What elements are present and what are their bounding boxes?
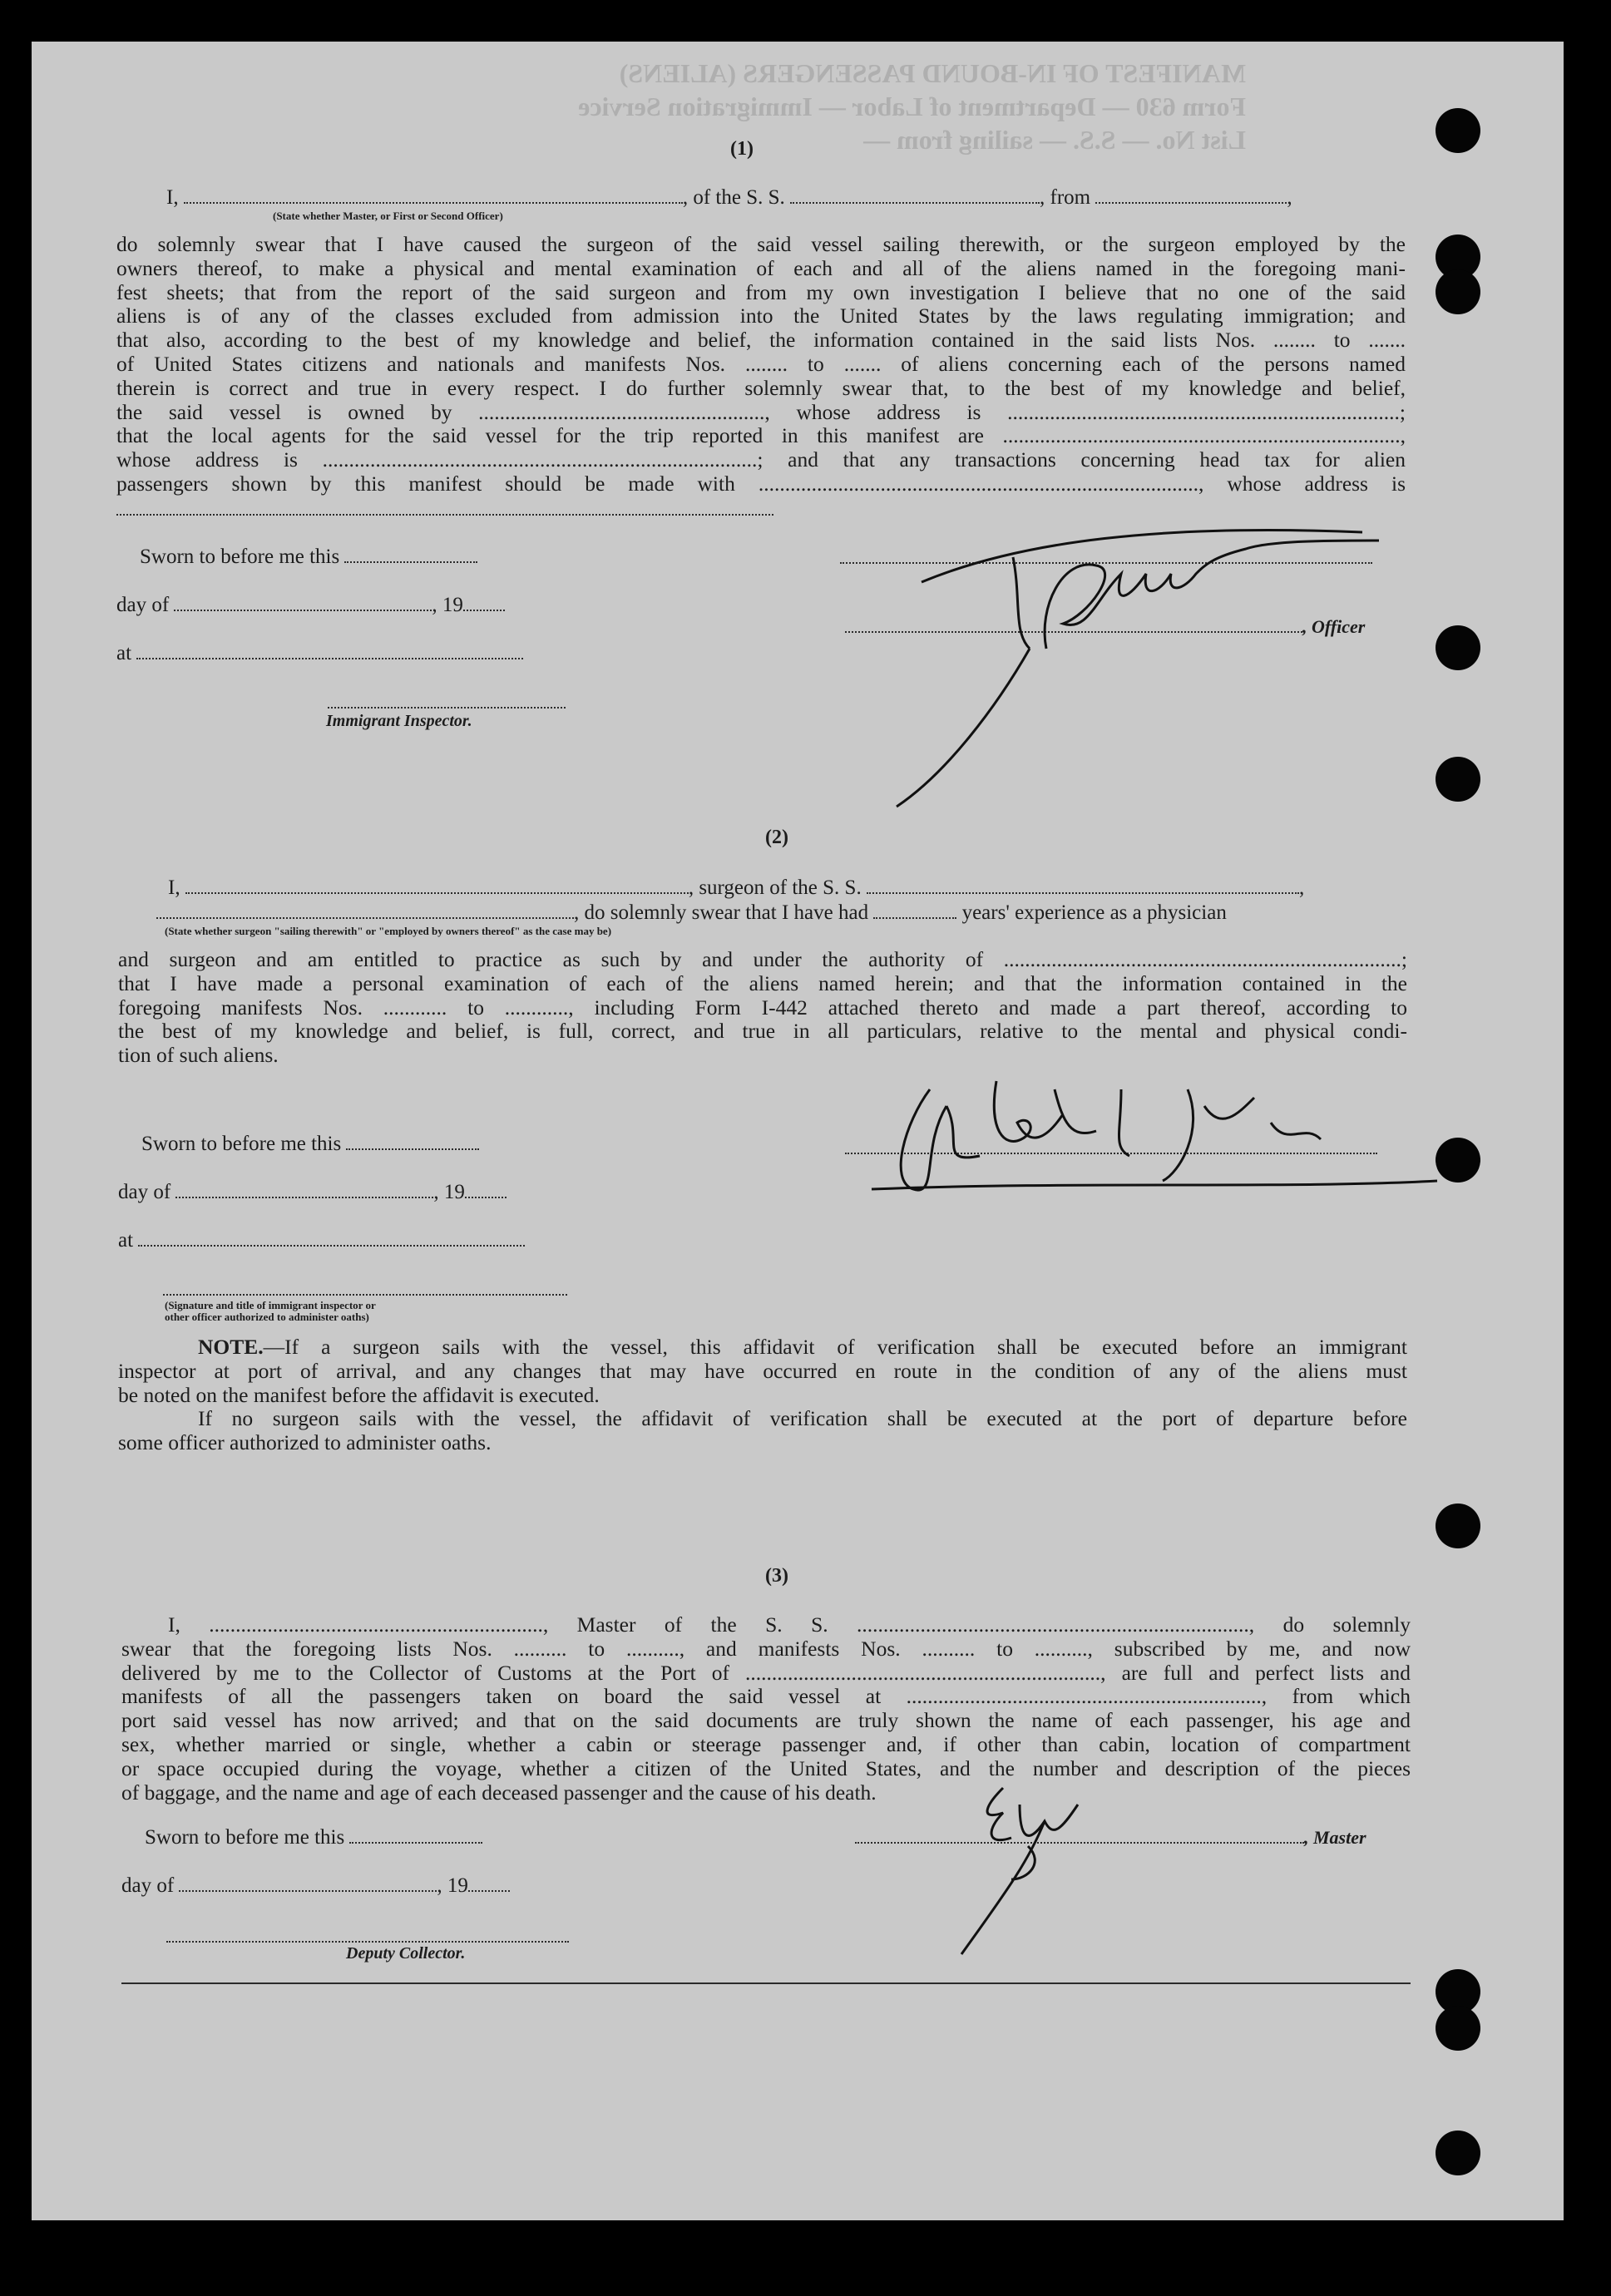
address-blank-line	[116, 514, 773, 516]
section2-role-hint: (State whether surgeon "sailing therewith" or "employed by owners thereof" as the case may be)	[165, 925, 612, 937]
section1-oath-text: do solemnly swear that I have caused the surgeon of the said vessel sailing therewith, or the surgeon employed by the owners thereof, to make a physical and mental examination of each and all of the aliens named in the foregoing mani- fest sheets; that from the report of the said surgeon and from my own investigation I believe that no one of the said aliens is of any of the classes excluded from admission into the United States by the laws regulating immigration; and that also, according to the best of my knowledge and belief, the information contained in the said lists Nos. ........ to ....... of United States citizens and nationals and manifests Nos. ........ to ....... of aliens concerning each of the persons named therein is correct and true in every respect. I do further solemnly swear that, to the best of my knowledge and belief, the said vessel is owned by ......................................................, whose address is ..........................................................................; that the local agents for the said vessel for the trip reported in this manifest are ..........................................................................., whose address is ..................................................................................; and that any transactions concerning head tax for alien passengers shown by this manifest should be made with ..................................................................................., whose address is	[116, 232, 1406, 496]
officer-line: , Officer	[845, 615, 1365, 639]
section3-day-line: day of , 19	[121, 1874, 510, 1898]
punch-hole	[1436, 269, 1480, 314]
section2-second-line: , do solemnly swear that I have had years' experience as a physician	[156, 901, 1227, 925]
punch-hole	[1436, 108, 1480, 153]
section2-signature-hint-2: other officer authorized to administer oaths)	[165, 1311, 369, 1323]
punch-hole	[1436, 1138, 1480, 1183]
section2-oath-text: and surgeon and am entitled to practice as such by and under the authority of ...........................................................................; that I have made a personal examination of each of the aliens named herein; and that the information contained in the foregoing manifests Nos. ............ to ............, including Form I-442 attached thereto and made a part thereof, according to the best of my knowledge and belief, is full, correct, and true in all particulars, relative to the mental and physical condi- tion of such aliens.	[118, 947, 1407, 1068]
section1-at-line: at	[116, 642, 523, 665]
section2-opening-line: I, , surgeon of the S. S. ,	[168, 876, 1305, 899]
punch-hole	[1436, 2006, 1480, 2051]
section2-day-line: day of , 19	[118, 1181, 507, 1204]
punch-hole	[1436, 1504, 1480, 1548]
section-number-3: (3)	[765, 1565, 788, 1587]
section2-signature-hint-1: (Signature and title of immigrant inspector or	[165, 1299, 376, 1311]
collector-signature-line	[166, 1941, 569, 1943]
section1-sworn-line: Sworn to before me this	[140, 546, 477, 569]
document-page	[32, 42, 1564, 2220]
section2-inspector-signature-line	[163, 1294, 567, 1296]
master-signature	[928, 1771, 1128, 1954]
section-number-2: (2)	[765, 827, 788, 848]
section2-sworn-line: Sworn to before me this	[141, 1133, 479, 1156]
immigrant-inspector-label: Immigrant Inspector.	[326, 712, 472, 730]
bleed-through-text: MANIFEST OF IN-BOUND PASSENGERS (ALIENS) Form 630 — Department of Labor — Immigration Service List No. — S.S. — sailing from —	[578, 58, 1246, 155]
section2-note: NOTE.—If a surgeon sails with the vessel, this affidavit of verification shall be executed before an immigrant inspector at port of arrival, and any changes that may have occurred en route in the condition of any of the aliens must be noted on the manifest before the affidavit is executed. If no surgeon sails with the vessel, the affidavit of verification shall be executed at the port of departure before some officer authorized to administer oaths.	[118, 1335, 1407, 1455]
deputy-collector-label: Deputy Collector.	[346, 1944, 466, 1963]
surgeon-signature	[872, 1056, 1437, 1214]
punch-hole	[1436, 757, 1480, 802]
section2-at-line: at	[118, 1229, 525, 1252]
section1-day-line: day of , 19	[116, 594, 505, 617]
section1-opening-line: I, , of the S. S. , from ,	[166, 186, 1292, 209]
officer-signature	[897, 507, 1412, 823]
section-number-1: (1)	[730, 138, 754, 160]
master-line: , Master	[855, 1826, 1366, 1849]
section3-oath-text: I, ..............................................................., Master of the S. S. .........................................................................., do solemnly swear that the foregoing lists Nos. .......... to .........., and manifests Nos. .......... to .........., subscribed by me, and now delivered by me to the Collector of Customs at the Port of ..................................................................., are full and perfect lists and manifests of all the passengers taken on board the said vessel at ..................................................................., from which port said vessel has now arrived; and that on the said documents are truly shown the name of each passenger, his age and sex, whether married or single, whether a cabin or steerage passenger and, if other than cabin, location of compartment or space occupied during the voyage, whether a citizen of the United States, and the number and description of the pieces of baggage, and the name and age of each deceased passenger and the cause of his death.	[121, 1612, 1411, 1805]
punch-hole	[1436, 2131, 1480, 2175]
section3-sworn-line: Sworn to before me this	[145, 1826, 482, 1849]
bottom-rule	[121, 1982, 1411, 1984]
punch-hole	[1436, 625, 1480, 670]
inspector-signature-line	[328, 707, 566, 709]
section1-role-hint: (State whether Master, or First or Second Officer)	[273, 210, 503, 222]
